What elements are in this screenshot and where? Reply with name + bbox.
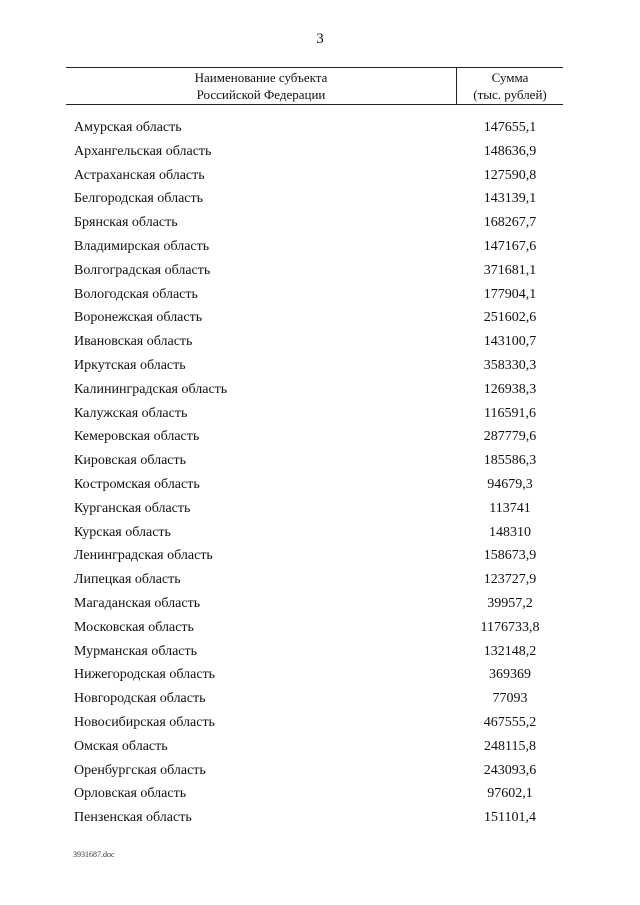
region-sum: 123727,9 [483, 572, 537, 588]
region-sum: 113741 [489, 500, 531, 516]
header-region-name [66, 68, 457, 104]
region-name: Амурская область [74, 120, 182, 135]
table-header [66, 67, 563, 105]
region-name: Архангельская область [74, 143, 212, 159]
header-sum-line-1: Сумма [491, 70, 529, 85]
region-sum: 358330,3 [483, 357, 537, 373]
region-name: Кемеровская область [74, 429, 200, 445]
header-sum [457, 68, 563, 104]
table-row [0, 737, 640, 761]
table-row [0, 642, 640, 666]
table-row [0, 523, 640, 547]
table-row [0, 499, 640, 523]
region-sum: 143100,7 [483, 334, 537, 350]
region-name: Калининградская область [74, 381, 228, 397]
table-row [0, 618, 640, 642]
table-row [0, 213, 640, 237]
region-sum: 158673,9 [483, 548, 537, 564]
region-sum: 1176733,8 [480, 619, 540, 635]
region-sum: 39957,2 [487, 595, 533, 611]
region-name: Ивановская область [74, 334, 193, 350]
table-row [0, 237, 640, 261]
page-number: 3 [316, 31, 324, 47]
region-name: Орловская область [74, 786, 187, 802]
region-sum: 97602,1 [487, 786, 533, 802]
header-region-name-line-1: Наименование субъекта [194, 70, 328, 85]
region-name: Костромская область [74, 476, 200, 492]
region-name: Нижегородская область [74, 667, 216, 683]
region-name: Курская область [74, 524, 171, 540]
region-sum: 185586,3 [483, 453, 537, 469]
region-name: Воронежская область [74, 310, 203, 326]
region-sum: 147167,6 [483, 238, 537, 254]
table-body [0, 118, 640, 832]
region-name: Иркутская область [74, 357, 186, 373]
region-sum: 126938,3 [483, 381, 537, 397]
region-name: Омская область [74, 738, 168, 754]
region-sum: 371681,1 [483, 262, 537, 278]
region-sum: 168267,7 [483, 215, 537, 231]
table-row [0, 332, 640, 356]
region-sum: 127590,8 [483, 167, 537, 183]
region-sum: 251602,6 [483, 310, 537, 326]
table-row [0, 285, 640, 309]
table-row [0, 665, 640, 689]
header-region-name-line-2: Российской Федерации [196, 87, 326, 102]
table-row [0, 118, 640, 142]
region-sum: 94679,3 [487, 476, 533, 492]
table-row [0, 142, 640, 166]
region-sum: 116591,6 [484, 405, 536, 421]
region-name: Брянская область [74, 215, 178, 231]
table-row [0, 808, 640, 832]
region-sum: 132148,2 [483, 643, 537, 659]
region-name: Новосибирская область [74, 714, 215, 730]
table-row [0, 189, 640, 213]
table-row [0, 546, 640, 570]
region-sum: 148310 [489, 524, 531, 540]
region-name: Новгородская область [74, 691, 206, 707]
table-row [0, 784, 640, 808]
region-sum: 369369 [489, 667, 531, 683]
region-sum: 148636,9 [483, 143, 537, 159]
region-name: Мурманская область [74, 643, 198, 659]
table-row [0, 475, 640, 499]
region-name: Волгоградская область [74, 262, 211, 278]
table-row [0, 689, 640, 713]
table-row [0, 451, 640, 475]
region-sum: 287779,6 [483, 429, 537, 445]
region-sum: 243093,6 [483, 762, 537, 778]
region-name: Вологодская область [74, 286, 198, 302]
header-sum-line-2: (тыс. рублей) [473, 87, 547, 102]
region-name: Московская область [74, 619, 194, 635]
region-sum: 143139,1 [483, 191, 537, 207]
region-name: Оренбургская область [74, 762, 206, 778]
region-name: Ленинградская область [74, 548, 213, 564]
table-row [0, 356, 640, 380]
table-row [0, 261, 640, 285]
region-name: Белгородская область [74, 191, 204, 207]
table-row [0, 427, 640, 451]
region-sum: 147655,1 [483, 120, 537, 135]
table-row [0, 594, 640, 618]
region-sum: 177904,1 [483, 286, 537, 302]
table-row [0, 166, 640, 190]
region-sum: 467555,2 [483, 714, 537, 730]
region-sum: 248115,8 [484, 738, 536, 754]
table-row [0, 308, 640, 332]
table-row [0, 761, 640, 785]
table-row [0, 570, 640, 594]
region-name: Магаданская область [74, 595, 201, 611]
region-sum: 77093 [492, 691, 528, 707]
region-name: Астраханская область [74, 167, 205, 183]
region-sum: 151101,4 [484, 810, 536, 826]
region-name: Курганская область [74, 500, 191, 516]
table-row [0, 404, 640, 428]
region-name: Кировская область [74, 453, 187, 469]
region-name: Владимирская область [74, 238, 210, 254]
region-name: Пензенская область [74, 810, 192, 826]
region-name: Липецкая область [74, 572, 181, 588]
table-row [0, 380, 640, 404]
table-row [0, 713, 640, 737]
document-filename: 3931687.doc [73, 850, 115, 859]
region-name: Калужская область [74, 405, 188, 421]
